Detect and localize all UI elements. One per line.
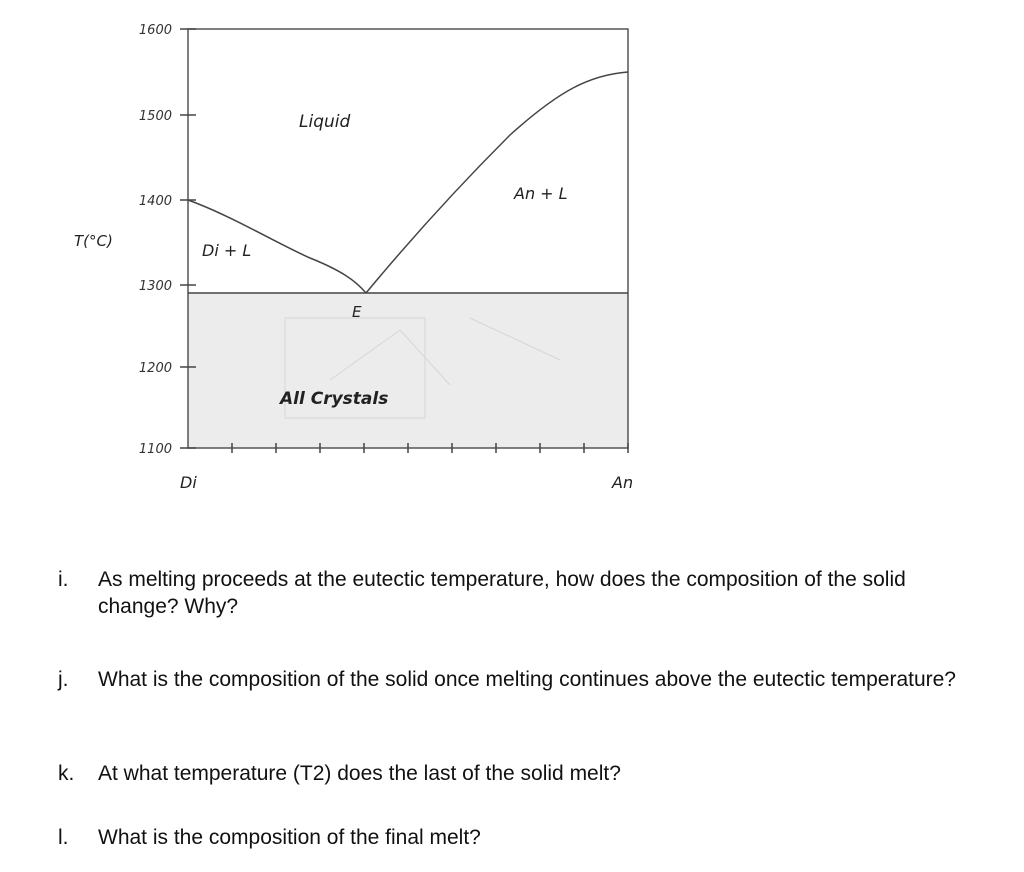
x-right-label: An <box>612 473 634 492</box>
all-crystals-region <box>188 293 628 448</box>
all-crystals-region-label: All Crystals <box>280 389 389 409</box>
y-axis-title: T(°C) <box>74 232 113 250</box>
question-text: What is the composition of the solid once melting continues above the eutectic temperature? <box>98 668 956 691</box>
liquid-region-label: Liquid <box>299 112 351 132</box>
an-liquidus-curve <box>366 72 628 293</box>
question-text: What is the composition of the final melt? <box>98 826 481 849</box>
di-l-region-label: Di + L <box>202 241 252 260</box>
y-tick-label: 1400 <box>138 194 172 209</box>
y-tick-label: 1600 <box>138 23 172 38</box>
question-letter: i. <box>58 568 69 591</box>
an-l-region-label: An + L <box>514 184 568 203</box>
y-tick-label: 1200 <box>138 361 172 376</box>
eutectic-point-label: E <box>352 303 362 321</box>
question-text: As melting proceeds at the eutectic temperature, how does the composition of the solid change? Why? <box>98 568 906 618</box>
y-tick-label: 1300 <box>138 279 172 294</box>
y-tick-label: 1500 <box>138 109 172 124</box>
x-left-label: Di <box>180 473 197 492</box>
question-text: At what temperature (T2) does the last of the solid melt? <box>98 762 621 785</box>
y-tick-label: 1100 <box>138 442 172 457</box>
question-letter: l. <box>58 826 69 849</box>
question-letter: j. <box>58 668 69 691</box>
question-letter: k. <box>58 762 75 785</box>
